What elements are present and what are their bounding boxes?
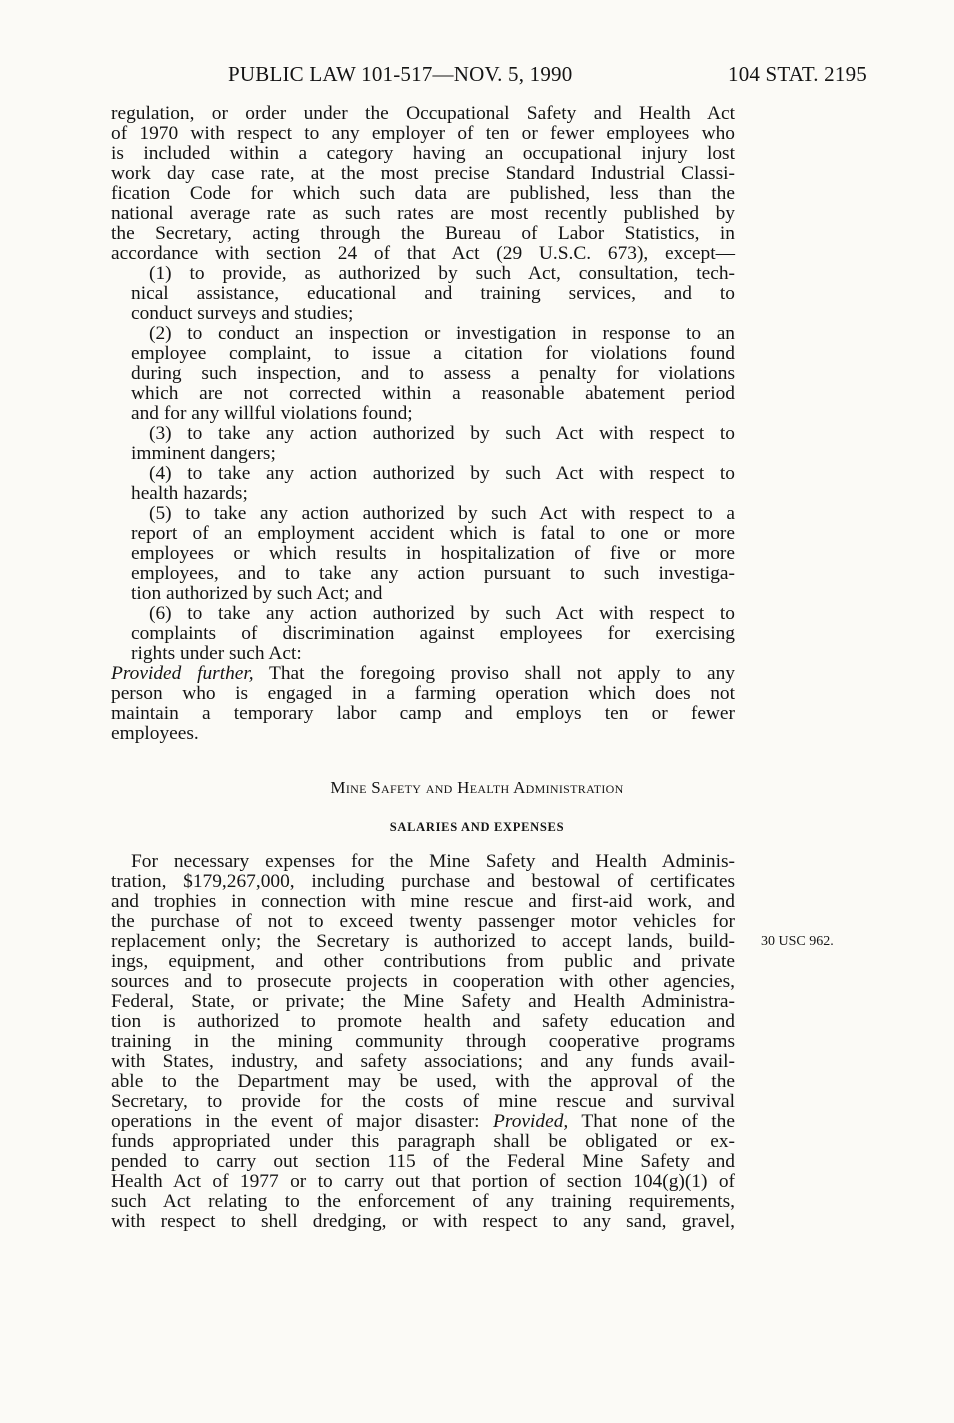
text-line: employees.	[111, 723, 199, 744]
text-line: nical assistance, educational and training services, and to	[131, 283, 735, 304]
text-line: national average rate as such rates are most recently published by	[111, 203, 735, 224]
text-line: during such inspection, and to assess a penalty for violations	[131, 363, 735, 384]
text-line: tion is authorized to promote health and safety education and	[111, 1011, 735, 1032]
text-line: the purchase of not to exceed twenty passenger motor vehicles for	[111, 911, 735, 932]
text-line	[111, 1112, 735, 1132]
body-text-upper	[111, 104, 735, 744]
text-line: pended to carry out section 115 of the Federal Mine Safety and	[111, 1151, 735, 1172]
text-line: work day case rate, at the most precise Standard Industrial Classi-	[111, 163, 735, 184]
text-line: which are not corrected within a reasonable abatement period	[131, 383, 735, 404]
text-line: tion authorized by such Act; and	[131, 583, 383, 604]
statute-page-number: 104 STAT. 2195	[728, 62, 867, 86]
public-law-title: PUBLIC LAW 101-517—NOV. 5, 1990	[228, 62, 573, 86]
proviso-line	[111, 664, 735, 684]
list-item-5: (5) to take any action authorized by such Act with respect to a	[149, 503, 735, 524]
list-item-2: (2) to conduct an inspection or investigation in response to an	[149, 323, 735, 344]
text-line: rights under such Act:	[131, 643, 302, 664]
text-line: employee complaint, to issue a citation for violations found	[131, 343, 735, 364]
text-line: of 1970 with respect to any employer of ten or fewer employees who	[111, 123, 735, 144]
text-line: accordance with section 24 of that Act (29 U.S.C. 673), except—	[111, 243, 735, 264]
text-line: report of an employment accident which is fatal to one or more	[131, 523, 735, 544]
text-line: regulation, or order under the Occupational Safety and Health Act	[111, 103, 735, 124]
text-line: Federal, State, or private; the Mine Safety and Health Administra-	[111, 991, 735, 1012]
text-segment: That none of the	[568, 1111, 735, 1132]
list-item-6: (6) to take any action authorized by such Act with respect to	[149, 603, 735, 624]
text-line: For necessary expenses for the Mine Safety and Health Adminis-	[131, 851, 735, 872]
text-line: employees, and to take any action pursuant to such investiga-	[131, 563, 735, 584]
page-header	[0, 62, 954, 90]
proviso-text: That the foregoing proviso shall not apply to any	[253, 663, 735, 684]
text-line: training in the mining community through cooperative programs	[111, 1031, 735, 1052]
text-line: maintain a temporary labor camp and employs ten or fewer	[111, 703, 735, 724]
text-line: fication Code for which such data are published, less than the	[111, 183, 735, 204]
agency-heading: Mine Safety and Health Administration	[330, 778, 624, 797]
text-line: health hazards;	[131, 483, 248, 504]
text-line: the Secretary, acting through the Bureau of Labor Statistics, in	[111, 223, 735, 244]
text-segment: operations in the event of major disaster:	[111, 1111, 494, 1132]
text-line: with States, industry, and safety associations; and any funds avail-	[111, 1051, 735, 1072]
text-line: sources and to prosecute projects in cooperation with other agencies,	[111, 971, 735, 992]
text-line: and for any willful violations found;	[131, 403, 413, 424]
proviso-italic: Provided further,	[111, 663, 254, 684]
account-heading: SALARIES AND EXPENSES	[389, 820, 565, 834]
text-line: is included within a category having an occupational injury lost	[111, 143, 735, 164]
text-line: complaints of discrimination against employees for exercising	[131, 623, 735, 644]
text-line: such Act relating to the enforcement of any training requirements,	[111, 1191, 735, 1212]
text-line: with respect to shell dredging, or with respect to any sand, gravel,	[111, 1211, 735, 1232]
provided-italic: Provided,	[493, 1111, 569, 1132]
text-line: able to the Department may be used, with the approval of the	[111, 1071, 735, 1092]
text-line: replacement only; the Secretary is authorized to accept lands, build-	[111, 931, 735, 952]
body-text-lower	[111, 852, 735, 1232]
list-item-3: (3) to take any action authorized by such Act with respect to	[149, 423, 735, 444]
text-line: tration, $179,267,000, including purchase and bestowal of certificates	[111, 871, 735, 892]
list-item-1: (1) to provide, as authorized by such Act, consultation, tech-	[149, 263, 735, 284]
text-line: employees or which results in hospitalization of five or more	[131, 543, 735, 564]
text-line: and trophies in connection with mine rescue and first-aid work, and	[111, 891, 735, 912]
text-line: funds appropriated under this paragraph shall be obligated or ex-	[111, 1131, 735, 1152]
list-item-4: (4) to take any action authorized by such Act with respect to	[149, 463, 735, 484]
text-line: ings, equipment, and other contributions from public and private	[111, 951, 735, 972]
text-line: Secretary, to provide for the costs of mine rescue and survival	[111, 1091, 735, 1112]
text-line: imminent dangers;	[131, 443, 276, 464]
usc-margin-citation: 30 USC 962.	[761, 934, 834, 949]
text-line: person who is engaged in a farming operation which does not	[111, 683, 735, 704]
text-line: Health Act of 1977 or to carry out that portion of section 104(g)(1) of	[111, 1171, 735, 1192]
text-line: conduct surveys and studies;	[131, 303, 354, 324]
